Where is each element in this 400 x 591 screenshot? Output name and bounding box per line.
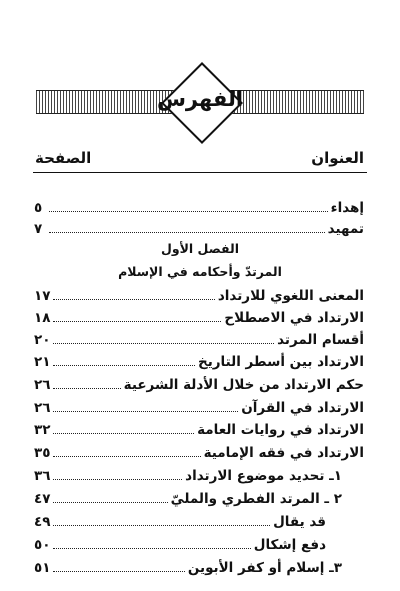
- entry-page: ٥٠: [34, 537, 51, 553]
- entry-title: تمهيد: [327, 221, 364, 237]
- entry-title: ٢ ـ المرتد الفطري والمليّ: [170, 491, 342, 507]
- entry-title: أقسام المرتد: [277, 332, 364, 348]
- entry-title: إهداء: [330, 200, 364, 216]
- entry-page: ٣٥: [34, 445, 51, 461]
- toc-entry[interactable]: [34, 373, 364, 393]
- entry-title: دفع إشكال: [253, 537, 326, 553]
- entry-page: ٢٦: [34, 400, 51, 416]
- entry-title: المعنى اللغوي للارتداد: [217, 288, 364, 304]
- header-rule: [33, 172, 367, 173]
- dot-leader: [53, 456, 200, 457]
- entry-title: الارتداد في القرآن: [241, 400, 364, 416]
- toc-entry[interactable]: [34, 441, 364, 461]
- toc-entry[interactable]: [34, 217, 364, 237]
- entry-title: الارتداد في روايات العامة: [197, 422, 364, 438]
- column-heading-title: العنوان: [311, 149, 364, 167]
- entry-page: ٧: [34, 221, 43, 237]
- toc-entry[interactable]: [34, 533, 326, 553]
- entry-title: الارتداد في الاصطلاح: [224, 310, 364, 326]
- entry-title: حكم الارتداد من خلال الأدلة الشرعية: [123, 377, 364, 393]
- toc-entry[interactable]: [34, 556, 342, 576]
- entry-page: ٥: [34, 200, 43, 216]
- entry-page: ٣٢: [34, 422, 51, 438]
- toc-entry[interactable]: [34, 284, 364, 304]
- entry-title: قد يقال: [273, 514, 326, 530]
- dot-leader: [49, 232, 325, 233]
- toc-entry[interactable]: [34, 510, 326, 530]
- column-heading-page: الصفحة: [35, 149, 92, 167]
- toc-entry[interactable]: [34, 487, 342, 507]
- column-headings: [35, 149, 364, 169]
- entry-page: ٤٧: [34, 491, 51, 507]
- entry-page: ٢٠: [34, 332, 51, 348]
- dot-leader: [49, 211, 328, 212]
- dot-leader: [53, 321, 221, 322]
- toc-entry[interactable]: [34, 418, 364, 438]
- entry-title: ١ـ تحديد موضوع الارتداد: [185, 468, 342, 484]
- entry-page: ٢٦: [34, 377, 51, 393]
- dot-leader: [53, 343, 274, 344]
- dot-leader: [53, 365, 195, 366]
- page-title: الفهرس: [156, 87, 244, 111]
- toc-entry[interactable]: [34, 306, 364, 326]
- section-subheading: المرتدّ وأحكامه في الإسلام: [118, 264, 282, 279]
- dot-leader: [53, 299, 214, 300]
- dot-leader: [53, 525, 270, 526]
- dot-leader: [53, 548, 250, 549]
- toc-entry[interactable]: [34, 464, 342, 484]
- entry-page: ١٧: [34, 288, 51, 304]
- entry-page: ٣٦: [34, 468, 51, 484]
- header-banner: [36, 74, 364, 130]
- toc-entry[interactable]: [34, 350, 364, 370]
- dot-leader: [53, 571, 184, 572]
- entry-title: الارتداد بين أسطر التاريخ: [197, 354, 364, 370]
- dot-leader: [53, 479, 182, 480]
- entry-page: ٤٩: [34, 514, 51, 530]
- toc-entry[interactable]: [34, 396, 364, 416]
- entry-title: الارتداد في فقه الإمامية: [203, 445, 364, 461]
- dot-leader: [53, 411, 238, 412]
- dot-leader: [53, 388, 120, 389]
- dot-leader: [53, 433, 194, 434]
- section-heading: الفصل الأول: [160, 241, 239, 256]
- toc-entry[interactable]: [34, 328, 364, 348]
- entry-page: ٥١: [34, 560, 51, 576]
- entry-page: ١٨: [34, 310, 51, 326]
- toc-entry[interactable]: [34, 196, 364, 216]
- dot-leader: [53, 502, 167, 503]
- entry-page: ٢١: [34, 354, 51, 370]
- entry-title: ٣ـ إسلام أو كفر الأبوين: [187, 560, 342, 576]
